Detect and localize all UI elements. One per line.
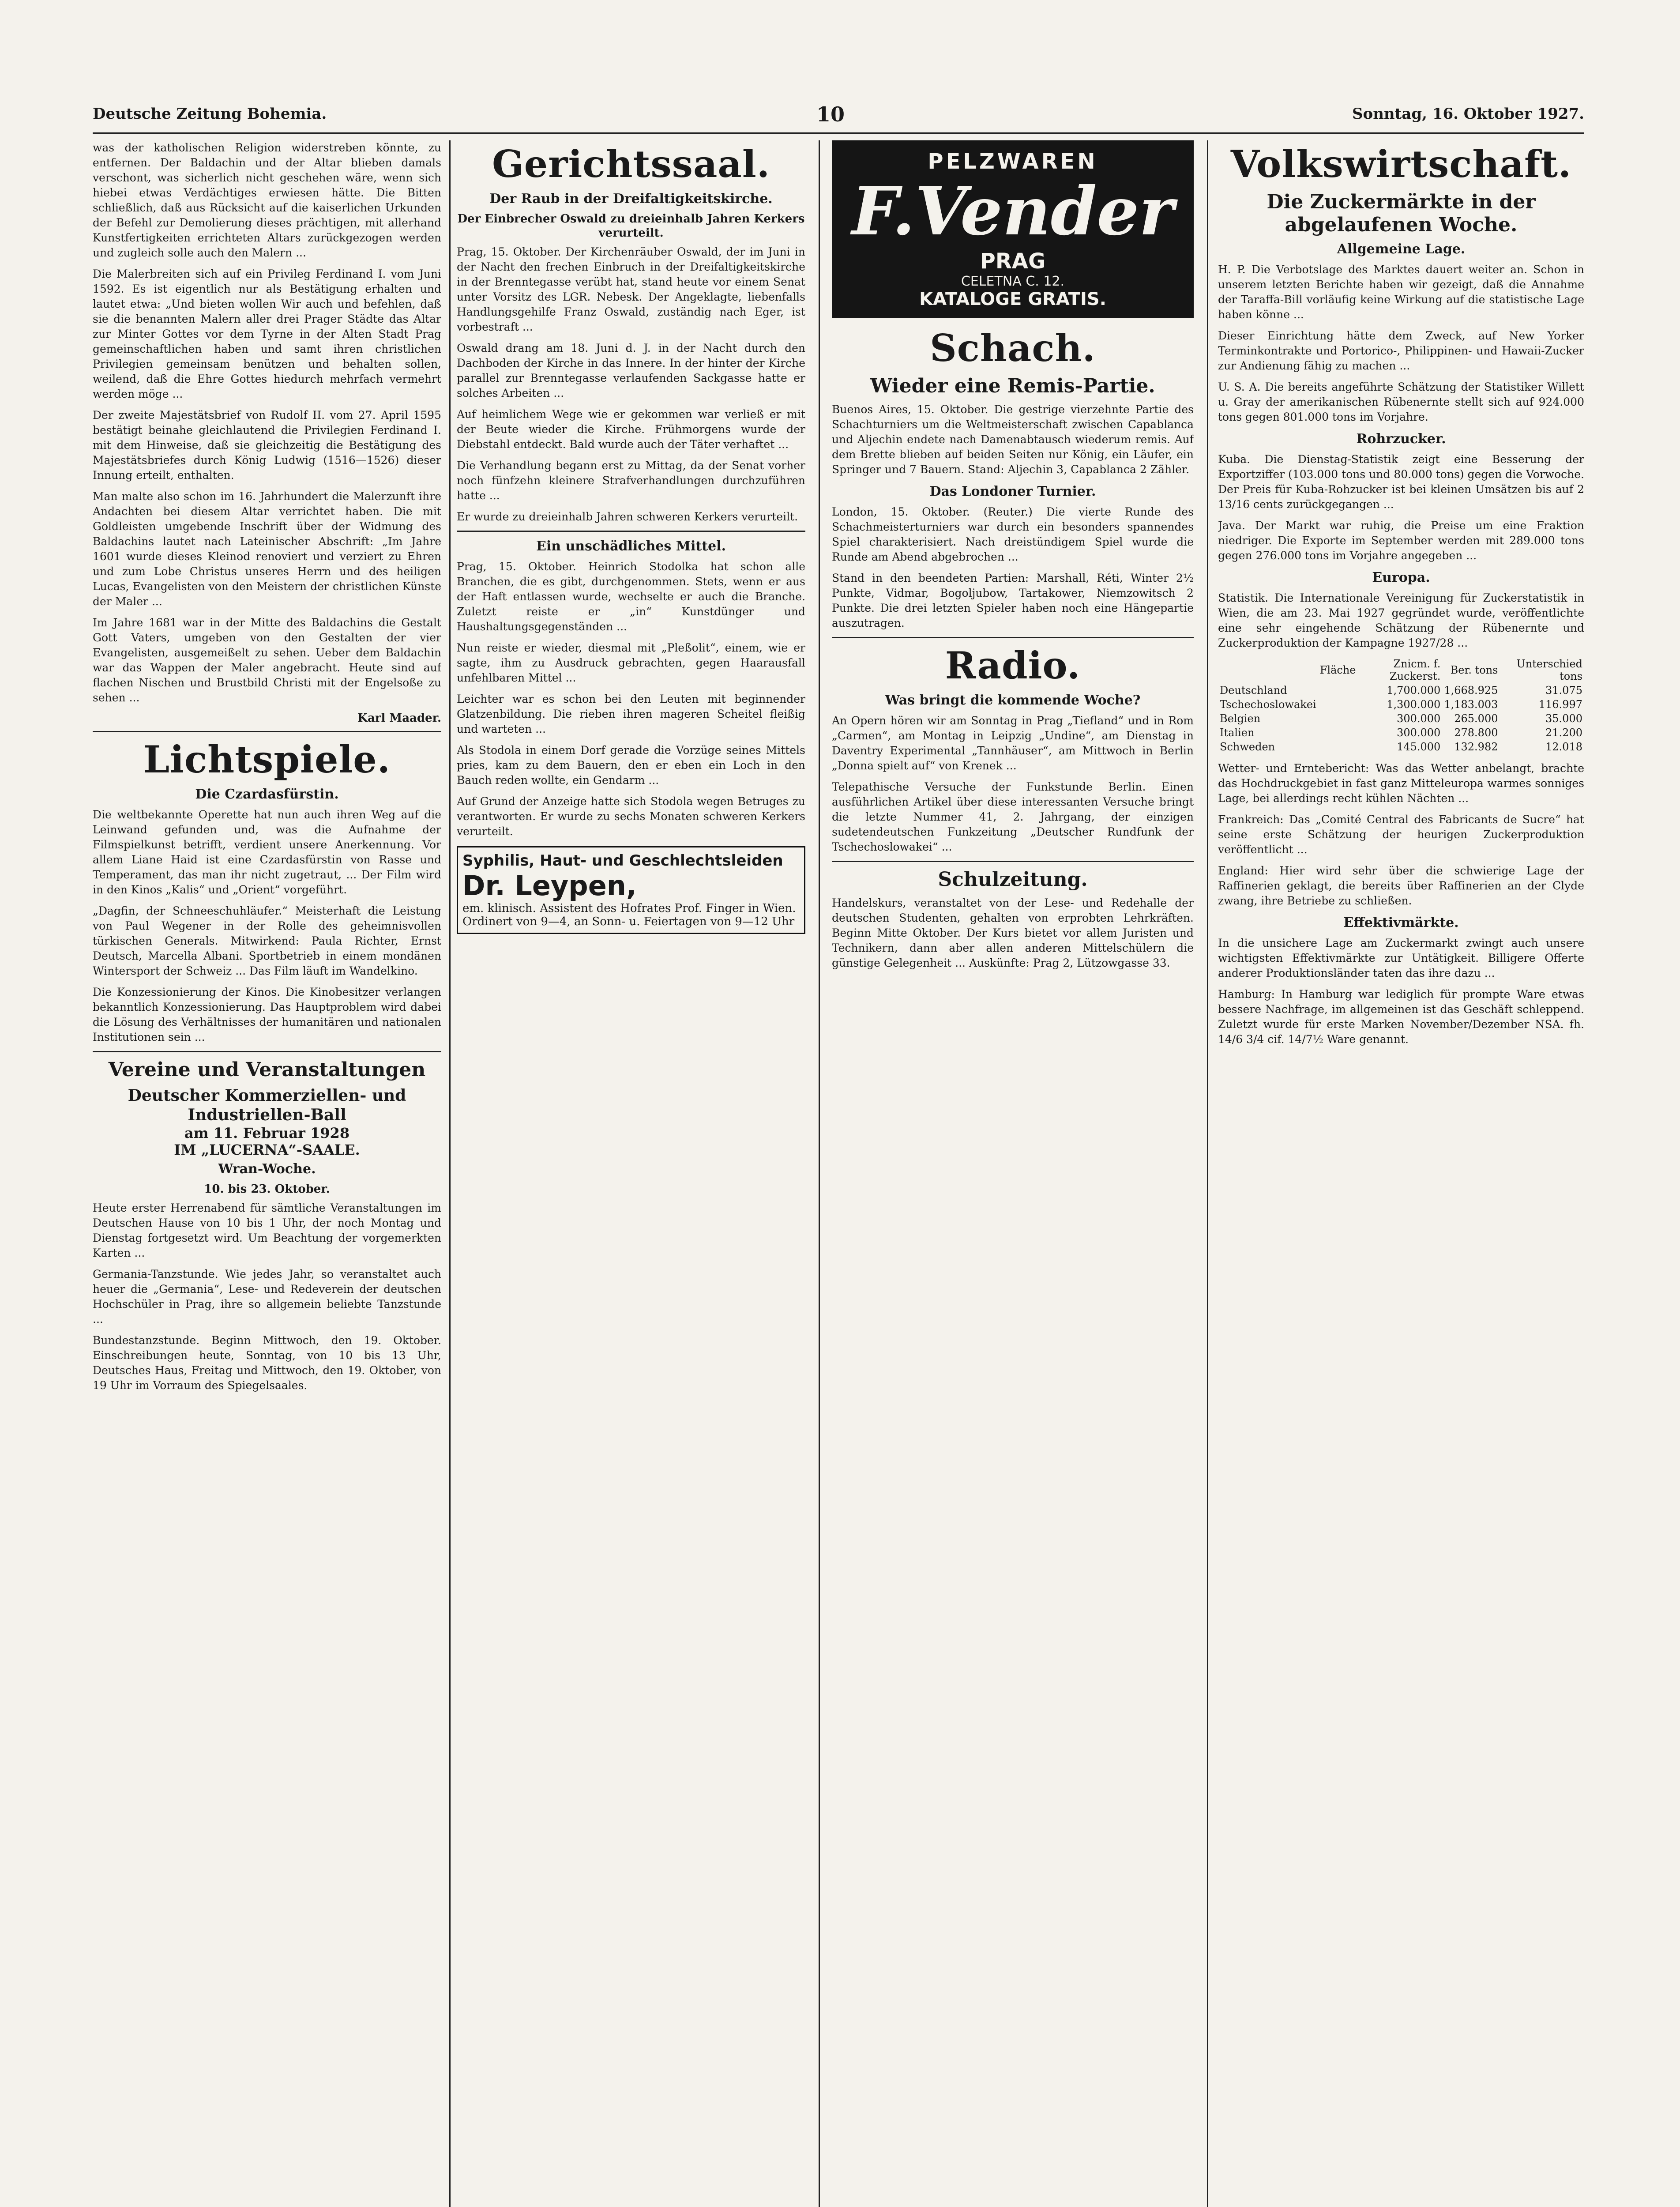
table-header-cell: Ber. tons	[1450, 664, 1498, 676]
doctor-advertisement	[457, 846, 805, 934]
article-subheading: Europa.	[1372, 570, 1430, 585]
article-text: Man malte also schon im 16. Jahrhundert die Malerzunft ihre Andachten bei diesem Altar verrichtet haben. Die mit Goldleisten umgebende Inschrift über der Widmung des Baldachins lautet nach Lateinischer Abschrift: „Im Jahre 1601 wurde dieses Kleinod renoviert und verziert zu Ehren und zum Lobe Christus unseres Herrn und des heiligen Lucas, Evangelisten von den Meistern der christlichen Künste der Maler ...	[93, 490, 441, 608]
ad-doctor-name: Dr. Leypen,	[462, 870, 637, 902]
article-lead: Der Einbrecher Oswald zu dreieinhalb Jahren Kerkers verurteilt.	[457, 212, 805, 240]
section-title-radio: Radio.	[945, 644, 1081, 687]
table-header-cell: Fläche	[1319, 664, 1356, 676]
table-cell	[1318, 726, 1358, 740]
article-text: Bundestanzstunde. Beginn Mittwoch, den 19. Oktober. Einschreibungen heute, Sonntag, von 10 bis 13 Uhr, Deutsches Haus, Freitag und Mittwoch, den 19. Oktober, von 19 Uhr im Vorraum des Spiegelsaales.	[93, 1334, 441, 1392]
table-row	[1218, 683, 1584, 697]
table-header-cell: Znicm. f. Zuckerst.	[1389, 658, 1441, 682]
article-heading: Die Czardasfürstin.	[195, 787, 339, 802]
section-title-gerichtssaal: Gerichtssaal.	[492, 142, 770, 186]
ad-details: em. klinisch. Assistent des Hofrates Prof. Finger in Wien. Ordinert von 9—4, an Sonn- u. Feiertagen von 9—12 Uhr	[462, 902, 796, 928]
article-text: Stand in den beendeten Partien: Marshall, Réti, Winter 2½ Punkte, Vidmar, Bogoljubow, Tartakower, Niemzowitsch 2 Punkte. Die drei letzten Spieler haben noch eine Hängepartie auszutragen.	[832, 572, 1194, 629]
ad-headline: Syphilis, Haut- und Geschlechtsleiden	[462, 852, 783, 870]
article-text: Nun reiste er wieder, diesmal mit „Pleßolit“, einem, wie er sagte, ihm zu Ausdruck gebrachten, gegen Haarausfall unfehlbaren Mittel ...	[457, 641, 805, 684]
table-header-cell: Unterschied tons	[1516, 658, 1582, 682]
article-text: An Opern hören wir am Sonntag in Prag „Tiefland“ und in Rom „Carmen“, am Montag in Leipzig „Undine“, am Dienstag in Daventry Experimental „Tannhäuser“, am Mittwoch in Berlin „Donna spielt auf“ von Krenek ...	[832, 714, 1194, 772]
article-text: Die Malerbreiten sich auf ein Privileg Ferdinand I. vom Juni 1592. Es ist eigentlich nur als Bestätigung erhalten und lautet etwa: „Und bieten wollen Wir auch und befehlen, daß sie die benannten Malern aller drei Prager Städte das Altar zur Minter Gottes vor dem Tyrne in der Alten Stadt Prag gemeinschaftlichen haben und samt ihren christlichen Privilegien gemeinsam benützen und behalten sollen, weilend, daß die Ehre Gottes hiedurch mehrfach vermehrt werden möge ...	[93, 267, 441, 400]
section-title-lichtspiele: Lichtspiele.	[143, 738, 391, 781]
article-text: Java. Der Markt war ruhig, die Preise um eine Fraktion niedriger. Die Exporte im September werden mit 289.000 tons gegen 276.000 tons im Vorjahre angegeben ...	[1218, 519, 1584, 562]
section-divider	[93, 731, 441, 732]
article-text: Prag, 15. Oktober. Heinrich Stodolka hat schon alle Branchen, die es gibt, durchgenommen. Stets, wenn er aus der Haft entlassen wurde, wechselte er auch die Branche. Zuletzt reiste er „in“ Kunstdünger und Haushaltungsgegenständen ...	[457, 560, 805, 633]
article-text: Der zweite Majestätsbrief von Rudolf II. vom 27. April 1595 bestätigt beinahe gleichlautend die Privilegien Ferdinand I. mit dem Hinweise, daß sie gleichzeitig die Bestätigung des Majestätsbriefes durch König Ludwig (1516—1526) dieser Innung erteilt, enthalten.	[93, 409, 441, 482]
section-title-volkswirtschaft: Volkswirtschaft.	[1230, 142, 1572, 186]
table-cell: 1,700.000	[1387, 684, 1441, 697]
article-dates: 10. bis 23. Oktober.	[204, 1183, 330, 1196]
article-text: Kuba. Die Dienstag-Statistik zeigt eine Besserung der Exportziffer (103.000 tons und 80.000 tons) gegen die Vorwoche. Der Preis für Kuba-Rohzucker ist bei kleinen Umsätzen bis auf 2 13/16 cents zurückgegangen ...	[1218, 453, 1584, 511]
table-cell: 31.075	[1545, 684, 1582, 697]
table-cell	[1318, 740, 1358, 754]
column-rule-2	[819, 140, 820, 2207]
article-text: was der katholischen Religion widerstreben könnte, zu entfernen. Der Baldachin und der Altar blieben damals verschont, was sicherlich nicht geschehen wäre, wenn sich hiebei etwas Verdächtiges erwiesen hätte. Die Bitten schließlich, daß aus Rücksicht auf die kaiserlichen Urkunden der Befehl zur Demolierung dieses prächtigen, mit allerhand Kunstfertigkeiten errichteten Altars zurückgezogen werden und zugleich solle auch den Malern ...	[93, 141, 441, 259]
article-text: Telepathische Versuche der Funkstunde Berlin. Einen ausführlichen Artikel über diese interessanten Versuche bringt die letzte Nummer 41, 2. Jahrgang, der einzigen sudetendeutschen Funkzeitung „Deutscher Rundfunk der Tschechoslowakei“ ...	[832, 780, 1194, 853]
article-text: Dieser Einrichtung hätte dem Zweck, auf New Yorker Terminkontrakte und Portorico-, Philippinen- und Hawaii-Zucker zur Andienung fähig zu machen ...	[1218, 329, 1584, 372]
masthead	[93, 102, 1584, 132]
ad-headline: Deutscher Kommerziellen- und Industriellen-Ball	[128, 1086, 406, 1124]
article-text: Auf Grund der Anzeige hatte sich Stodola wegen Betruges zu verantworten. Er wurde zu sechs Monaten schweren Kerkers verurteilt.	[457, 795, 805, 838]
article-heading: Der Raub in der Dreifaltigkeitskirche.	[489, 191, 773, 207]
article-heading: Wran-Woche.	[218, 1161, 316, 1177]
article-text: „Dagfin, der Schneeschuhläufer.“ Meisterhaft die Leistung von Paul Wegener in der Rolle des geheimnisvollen türkischen Generals. Mitwirkend: Paula Richter, Ernst Deutsch, Marcella Albani. Sportbetrieb in einem mondänen Wintersport der Schweiz ... Das Film läuft im Wandelkino.	[93, 904, 441, 977]
article-text: U. S. A. Die bereits angeführte Schätzung der Statistiker Willett u. Gray der amerikanischen Rübenernte stellt sich auf 924.000 tons gegen 801.000 tons im Vorjahre.	[1218, 380, 1584, 423]
table-cell: 265.000	[1454, 712, 1498, 725]
sugar-statistics-table	[1218, 657, 1584, 754]
table-header-row	[1218, 657, 1584, 683]
article-text: Frankreich: Das „Comité Central des Fabricants de Sucre“ hat seine erste Schätzung der heurigen Zuckerproduktion veröffentlicht ...	[1218, 813, 1584, 856]
ball-advertisement	[93, 1086, 441, 1158]
table-cell: 1,300.000	[1387, 698, 1441, 711]
section-title-schach: Schach.	[930, 326, 1096, 370]
article-subheading: Rohrzucker.	[1356, 431, 1446, 447]
article-text: Die weltbekannte Operette hat nun auch ihren Weg auf die Leinwand gefunden und, was die Aufnahme der Filmspielkunst betrifft, verdient unsere Anerkennung. Vor allem Liane Haid ist eine Czardasfürstin von Rasse und Temperament, das man ihr nicht zugetraut, ... Der Film wird in den Kinos „Kalis“ und „Orient“ vorgeführt.	[93, 808, 441, 896]
table-cell	[1318, 697, 1358, 712]
table-row	[1218, 726, 1584, 740]
column-rule-3	[1207, 140, 1208, 2207]
ad-venue: IM „LUCERNA“-SAALE.	[174, 1141, 360, 1158]
column-1	[93, 140, 441, 2207]
article-text: England: Hier wird sehr über die schwierige Lage der Raffinerien geklagt, die bereits über Raffinerien an der Clyde zwang, ihre Betriebe zu schließen.	[1218, 864, 1584, 907]
article-text: Handelskurs, veranstaltet von der Lese- und Redehalle der deutschen Studenten, gehalten von erprobten Lehrkräften. Beginn Mitte Oktober. Der Kurs bietet vor allem Juristen und Technikern, dann aber allen anderen Mittelschülern die günstige Gelegenheit ... Auskünfte: Prag 2, Lützowgasse 33.	[832, 896, 1194, 969]
article-text: Als Stodola in einem Dorf gerade die Vorzüge seines Mittels pries, kam zu dem Bauern, den er eben ein Loch in den Bauch reden wollte, ein Gendarm ...	[457, 744, 805, 787]
table-cell: Italien	[1220, 727, 1255, 739]
section-divider	[457, 531, 805, 532]
table-cell: Deutschland	[1220, 684, 1287, 697]
column-4	[1218, 140, 1584, 2207]
table-row	[1218, 697, 1584, 712]
article-heading: Das Londoner Turnier.	[929, 484, 1096, 499]
article-text: Wetter- und Erntebericht: Was das Wetter anbelangt, brachte das Hochdruckgebiet in fast ganz Mitteleuropa warmes sonniges Lage, bei allerdings recht kühlen Nächten ...	[1218, 762, 1584, 805]
table-cell: 300.000	[1397, 712, 1441, 725]
table-cell: 145.000	[1397, 741, 1441, 753]
table-cell: 116.997	[1538, 698, 1582, 711]
article-text: Auf heimlichem Wege wie er gekommen war verließ er mit der Beute wieder die Kirche. Frühmorgens wurde der Diebstahl entdeckt. Bald wurde auch der Täter verhaftet ...	[457, 408, 805, 451]
section-divider	[93, 1051, 441, 1052]
article-text: Germania-Tanzstunde. Wie jedes Jahr, so veranstaltet auch heuer die „Germania“, Lese- und Redeverein der deutschen Hochschüler in Prag, ihre so allgemein beliebte Tanzstunde ...	[93, 1268, 441, 1326]
table-cell: 35.000	[1545, 712, 1582, 725]
table-cell: 132.982	[1454, 741, 1498, 753]
table-cell: 1,183.003	[1444, 698, 1498, 711]
section-title-vereine: Vereine und Veranstaltungen	[108, 1058, 426, 1081]
article-text: Hamburg: In Hamburg war lediglich für prompte Ware etwas bessere Nachfrage, im allgemeinen ist das Geschäft schleppend. Zuletzt wurde für erste Marken November/Dezember NSA. fh. 14/6 3/4 cif. 14/7½ Ware genannt.	[1218, 988, 1584, 1046]
table-cell: 12.018	[1545, 741, 1582, 753]
article-text: Buenos Aires, 15. Oktober. Die gestrige vierzehnte Partie des Schachturniers um die Weltmeisterschaft zwischen Capablanca und Aljechin endete nach Damenabtausch wiederum remis. Auf dem Brette blieben auf beiden Seiten nur König, ein Läufer, ein Springer und 7 Bauern. Stand: Aljechin 3, Capablanca 2 Zähler.	[832, 403, 1194, 476]
article-heading: Die Zuckermärkte in der abgelaufenen Woche.	[1267, 191, 1536, 236]
table-cell: Tschechoslowakei	[1220, 698, 1316, 711]
ad-address: CELETNA C. 12.	[961, 274, 1065, 289]
author-signature: Karl Maader.	[357, 712, 441, 725]
ad-date: am 11. Februar 1928	[184, 1125, 350, 1141]
newspaper-name: Deutsche Zeitung Bohemia.	[93, 105, 327, 123]
section-title-schulzeitung: Schulzeitung.	[938, 868, 1088, 891]
masthead-rule	[93, 132, 1584, 134]
column-3	[832, 140, 1194, 2207]
article-text: Statistik. Die Internationale Vereinigung für Zuckerstatistik in Wien, die am 23. Mai 1927 gegründet wurde, veröffentlichte eine sehr eingehende Schätzung der Rübenernte und Zuckerproduktion der Kampagne 1927/28 ...	[1218, 591, 1584, 649]
article-subheading: Allgemeine Lage.	[1337, 241, 1466, 257]
table-cell: 21.200	[1545, 727, 1582, 739]
article-subheading: Effektivmärkte.	[1343, 915, 1459, 930]
table-cell	[1318, 712, 1358, 726]
article-text: Prag, 15. Oktober. Der Kirchenräuber Oswald, der im Juni in der Nacht den frechen Einbruch in der Dreifaltigkeitskirche in der Brenntegasse verübt hat, stand heute vor einem Senat unter Vorsitz des LGR. Nebesk. Der Angeklagte, liebenfalls Handlungsgehilfe Franz Oswald, zuständig nach Eger, ist vorbestraft ...	[457, 245, 805, 333]
column-rule-1	[449, 140, 451, 2207]
article-text: Er wurde zu dreieinhalb Jahren schweren Kerkers verurteilt.	[457, 510, 798, 523]
article-text: Im Jahre 1681 war in der Mitte des Baldachins die Gestalt Gott Vaters, umgeben von den Gestalten der vier Evangelisten, ausgemeißelt zu sehen. Ueber dem Baldachin war das Wappen der Maler angebracht. Heute sind auf flachen Nischen und Brustbild Christi mit der Engelsoße zu sehen ...	[93, 616, 441, 704]
table-cell: 278.800	[1454, 727, 1498, 739]
table-row	[1218, 712, 1584, 726]
article-text: Die Konzessionierung der Kinos. Die Kinobesitzer verlangen bekanntlich Konzessionierung. Das Hauptproblem wird dabei die Lösung des Verhältnisses der humanitären und nationalen Institutionen sein ...	[93, 986, 441, 1043]
table-row	[1218, 740, 1584, 754]
article-text: Die Verhandlung begann erst zu Mittag, da der Senat vorher noch fünfzehn kleinere Strafverhandlungen durchzuführen hatte ...	[457, 459, 805, 502]
section-divider	[832, 861, 1194, 862]
ad-catalogue: KATALOGE GRATIS.	[919, 289, 1106, 309]
article-heading: Was bringt die kommende Woche?	[885, 693, 1141, 708]
article-text: H. P. Die Verbotslage des Marktes dauert weiter an. Schon in unserem letzten Berichte haben wir gezeigt, daß die Annahme der Taraffa-Bill vorläufig keine Wirkung auf die statistische Lage haben könne ...	[1218, 263, 1584, 321]
table-cell: 300.000	[1397, 727, 1441, 739]
table-cell: 1,668.925	[1444, 684, 1498, 697]
table-cell: Schweden	[1220, 741, 1275, 753]
article-heading: Ein unschädliches Mittel.	[536, 539, 726, 554]
article-heading: Wieder eine Remis-Partie.	[870, 375, 1155, 397]
table-cell	[1318, 683, 1358, 697]
article-text: Oswald drang am 18. Juni d. J. in der Nacht durch den Dachboden der Kirche in das Innere. In der hinter der Kirche parallel zur Brenntegasse verlaufenden Sackgasse hatte er solches Arbeiten ...	[457, 342, 805, 399]
ad-brand: F.Vender	[851, 173, 1174, 250]
article-text: Heute erster Herrenabend für sämtliche Veranstaltungen im Deutschen Hause von 10 bis 1 Uhr, der noch Montag und Dienstag fortgesetzt wird. Um Beachtung der vorgemerkten Karten ...	[93, 1201, 441, 1259]
article-text: In die unsichere Lage am Zuckermarkt zwingt auch unsere wichtigsten Effektivmärkte zur Untätigkeit. Billigere Offerte anderer Produktionsländer taten das ihre dazu ...	[1218, 937, 1584, 979]
issue-date: Sonntag, 16. Oktober 1927.	[1352, 105, 1584, 123]
ad-category: PELZWAREN	[928, 149, 1098, 174]
table-cell: Belgien	[1220, 712, 1261, 725]
article-text: Leichter war es schon bei den Leuten mit beginnender Glatzenbildung. Die rieben ihren mageren Scheitel fleißig und warteten ...	[457, 693, 805, 735]
page-number: 10	[816, 102, 845, 126]
section-divider	[832, 637, 1194, 638]
ad-city: PRAG	[980, 249, 1046, 274]
column-2	[457, 140, 805, 2207]
table-header-cell	[1218, 657, 1318, 683]
article-text: London, 15. Oktober. (Reuter.) Die vierte Runde des Schachmeisterturniers war durch ein besonders spannendes Spiel charakterisiert. Nach dreistündigem Spiel wurde die Runde am Abend abgebrochen ...	[832, 505, 1194, 563]
fur-advertisement	[832, 140, 1194, 318]
